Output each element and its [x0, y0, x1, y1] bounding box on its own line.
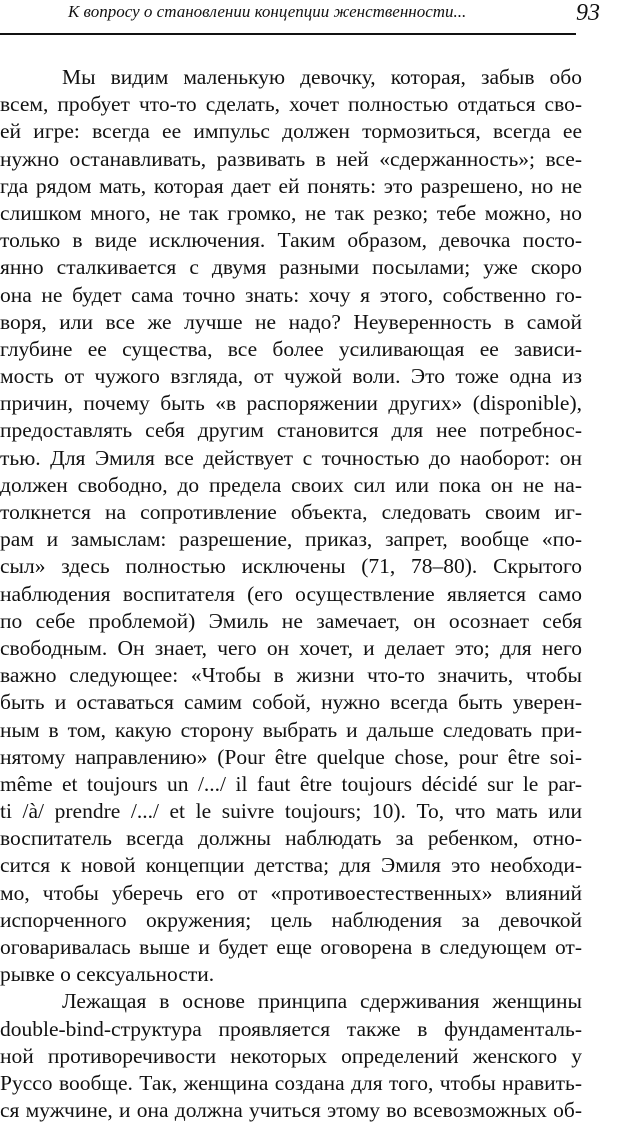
text-line: мость от чужого взгляда, от чужой воли. Это тоже одна из	[0, 364, 582, 389]
text-line: рам и замыслам: разрешение, приказ, запрет, вообще «по-	[0, 527, 582, 552]
text-line: причин, почему быть «в распоряжении других» (disponible),	[0, 391, 582, 416]
text-line: мо, чтобы уберечь его от «противоестественных» влияний	[0, 880, 582, 905]
text-line: нужно останавливать, развивать в ней «сдержанность»; все-	[0, 146, 582, 171]
text-line: воспитатель всегда должны наблюдать за ребенком, отно-	[0, 826, 582, 851]
text-line: même et toujours un /.../ il faut être toujours décidé sur le par-	[0, 771, 582, 796]
text-line: толкнется на сопротивление объекта, следовать своим иг-	[0, 500, 582, 524]
text-line: слишком много, не так громко, не так резко; тебе можно, но	[0, 200, 582, 225]
text-line: по себе проблемой) Эмиль не замечает, он осознает себя	[0, 608, 582, 633]
text-line: испорченного окружения; цель наблюдения за девочкой	[0, 907, 582, 932]
text-line: всем, пробует что-то сделать, хочет полностью отдаться сво-	[0, 92, 582, 117]
text-line: рывке о сексуальности.	[0, 962, 215, 987]
text-line: нятому направлению» (Pour être quelque chose, pour être soi-	[0, 744, 582, 769]
text-line: должен свободно, до предела своих сил или пока он не на-	[0, 472, 582, 497]
text-line: глубине ее существа, все более усиливающая ее зависи-	[0, 336, 582, 361]
text-line: сится к новой концепции детства; для Эмиля это необходи-	[0, 853, 582, 878]
text-line: ti /à/ prendre /.../ et le suivre toujours; 10). То, что мать или	[0, 799, 582, 824]
text-line: double-bind-структура проявляется также в фундаменталь-	[0, 1016, 582, 1041]
text-line: предоставлять себя другим становится для нее потребнос-	[0, 418, 582, 443]
text-line: свободным. Он знает, чего он хочет, и делает это; для него	[0, 635, 582, 660]
text-line: сыл» здесь полностью исключены (71, 78–80). Скрытого	[0, 554, 582, 579]
text-line: ным в том, какую сторону выбрать и дальше следовать при-	[0, 717, 582, 742]
text-line: Лежащая в основе принципа сдерживания женщины	[62, 989, 582, 1014]
text-line: ной противоречивости некоторых определений женского у	[0, 1043, 582, 1068]
text-line: янно сталкивается с двумя разными посылами; уже скоро	[0, 255, 582, 280]
header-rule	[0, 33, 576, 35]
body-text	[0, 64, 582, 1124]
text-line: оговаривалась выше и будет еще оговорена в следующем от-	[0, 935, 582, 959]
text-line: ей игре: всегда ее импульс должен тормозиться, всегда ее	[0, 119, 582, 144]
text-line: ся мужчине, и она должна учиться этому во всевозможных об-	[0, 1098, 582, 1123]
text-line: тью. Для Эмиля все действует с точностью до наоборот: он	[0, 445, 582, 470]
text-line: важно следующее: «Чтобы в жизни что-то значить, чтобы	[0, 663, 582, 688]
text-line: Руссо вообще. Так, женщина создана для того, чтобы нравить-	[0, 1070, 582, 1095]
text-line: быть и оставаться самим собой, нужно всегда быть уверен-	[0, 690, 582, 715]
text-line: только в виде исключения. Таким образом, девочка посто-	[0, 228, 582, 253]
page-number: 93	[576, 0, 600, 26]
text-line: воря, или все же лучше не надо? Неуверенность в самой	[0, 309, 582, 334]
text-line: наблюдения воспитателя (его осуществление является само	[0, 581, 582, 606]
running-head: К вопросу о становлении концепции женственности...	[68, 2, 467, 21]
text-line: Мы видим маленькую девочку, которая, забыв обо	[62, 65, 582, 89]
text-line: она не будет сама точно знать: хочу я этого, собственно го-	[0, 282, 582, 307]
text-line: гда рядом мать, которая дает ей понять: это разрешено, но не	[0, 173, 582, 198]
